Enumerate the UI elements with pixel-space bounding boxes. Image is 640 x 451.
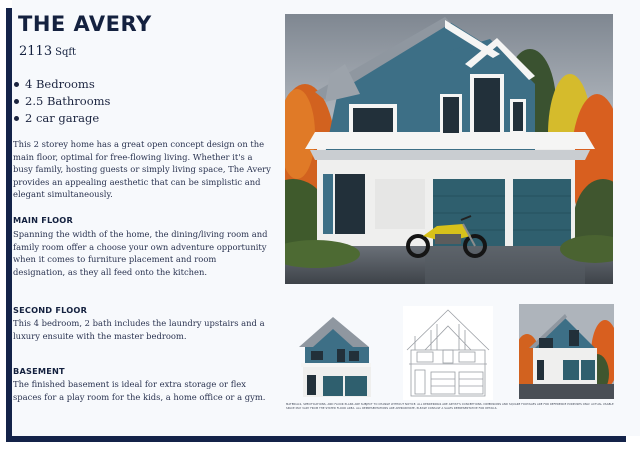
- feature-item: 4 Bedrooms: [13, 76, 110, 93]
- feature-item: 2.5 Bathrooms: [13, 93, 110, 110]
- legal-disclaimer: MATERIALS, SPECIFICATIONS, AND FLOOR PLANS ARE SUBJECT TO CHANGE WITHOUT NOTICE. ALL RENDERINGS ARE ARTIST'S CONCEPTIONS. DIMENSIONS AND SQUARE FOOTAGES ARE FOR REFERENCE PURPOSES ONLY. ACTUAL USABLE SPACE MAY VARY FROM THE STATED FLOOR AREA. ALL REPRESENTATIONS ARE APPROXIMATE, PLEASE CONSULT A SALES REPRESENTATIVE FOR DETAILS.: [286, 403, 614, 410]
- intro-paragraph: This 2 storey home has a great open concept design on the main floor, optimal for free-flowing living. Whether it's a busy family, hosting guests or simply living space, The Avery provides an appealing aesthetic that can be simplistic and elegant simultaneously.: [13, 139, 271, 200]
- second-floor-text: This 4 bedroom, 2 bath includes the laundry upstairs and a luxury ensuite with the master bedroom.: [13, 318, 265, 341]
- front-elevation-thumbnail: [293, 313, 375, 400]
- frame-bottom-border: [6, 436, 626, 442]
- rendering-thumbnail: [519, 304, 614, 399]
- feature-item: 2 car garage: [13, 110, 110, 127]
- elevation-color-icon: [293, 313, 375, 400]
- elevation-drawing-icon: [403, 306, 493, 400]
- basement-heading: BASEMENT: [13, 366, 65, 376]
- house-rendering-small-icon: [519, 304, 614, 399]
- elevation-drawing-thumbnail: [403, 306, 493, 400]
- sqft-value: 2113: [19, 44, 53, 59]
- sqft-unit: Sqft: [55, 47, 77, 58]
- model-title: THE AVERY: [18, 12, 152, 36]
- feature-list: [13, 76, 110, 127]
- bullet-icon: [14, 116, 19, 121]
- basement-text: The finished basement is ideal for extra storage or flex spaces for a play room for the kids, a home office or a gym.: [13, 379, 266, 402]
- bullet-icon: [14, 82, 19, 87]
- hero-image: [285, 14, 613, 284]
- main-floor-heading: MAIN FLOOR: [13, 215, 73, 225]
- frame-left-border: [6, 8, 12, 442]
- main-floor-text: Spanning the width of the home, the dining/living room and family room offer a choose your own adventure opportunity when it comes to furniture placement and room designation, as they all feed onto the kitchen.: [13, 229, 268, 277]
- second-floor-heading: SECOND FLOOR: [13, 305, 88, 315]
- square-footage: [19, 44, 76, 59]
- house-rendering-icon: [285, 14, 613, 284]
- bullet-icon: [14, 99, 19, 104]
